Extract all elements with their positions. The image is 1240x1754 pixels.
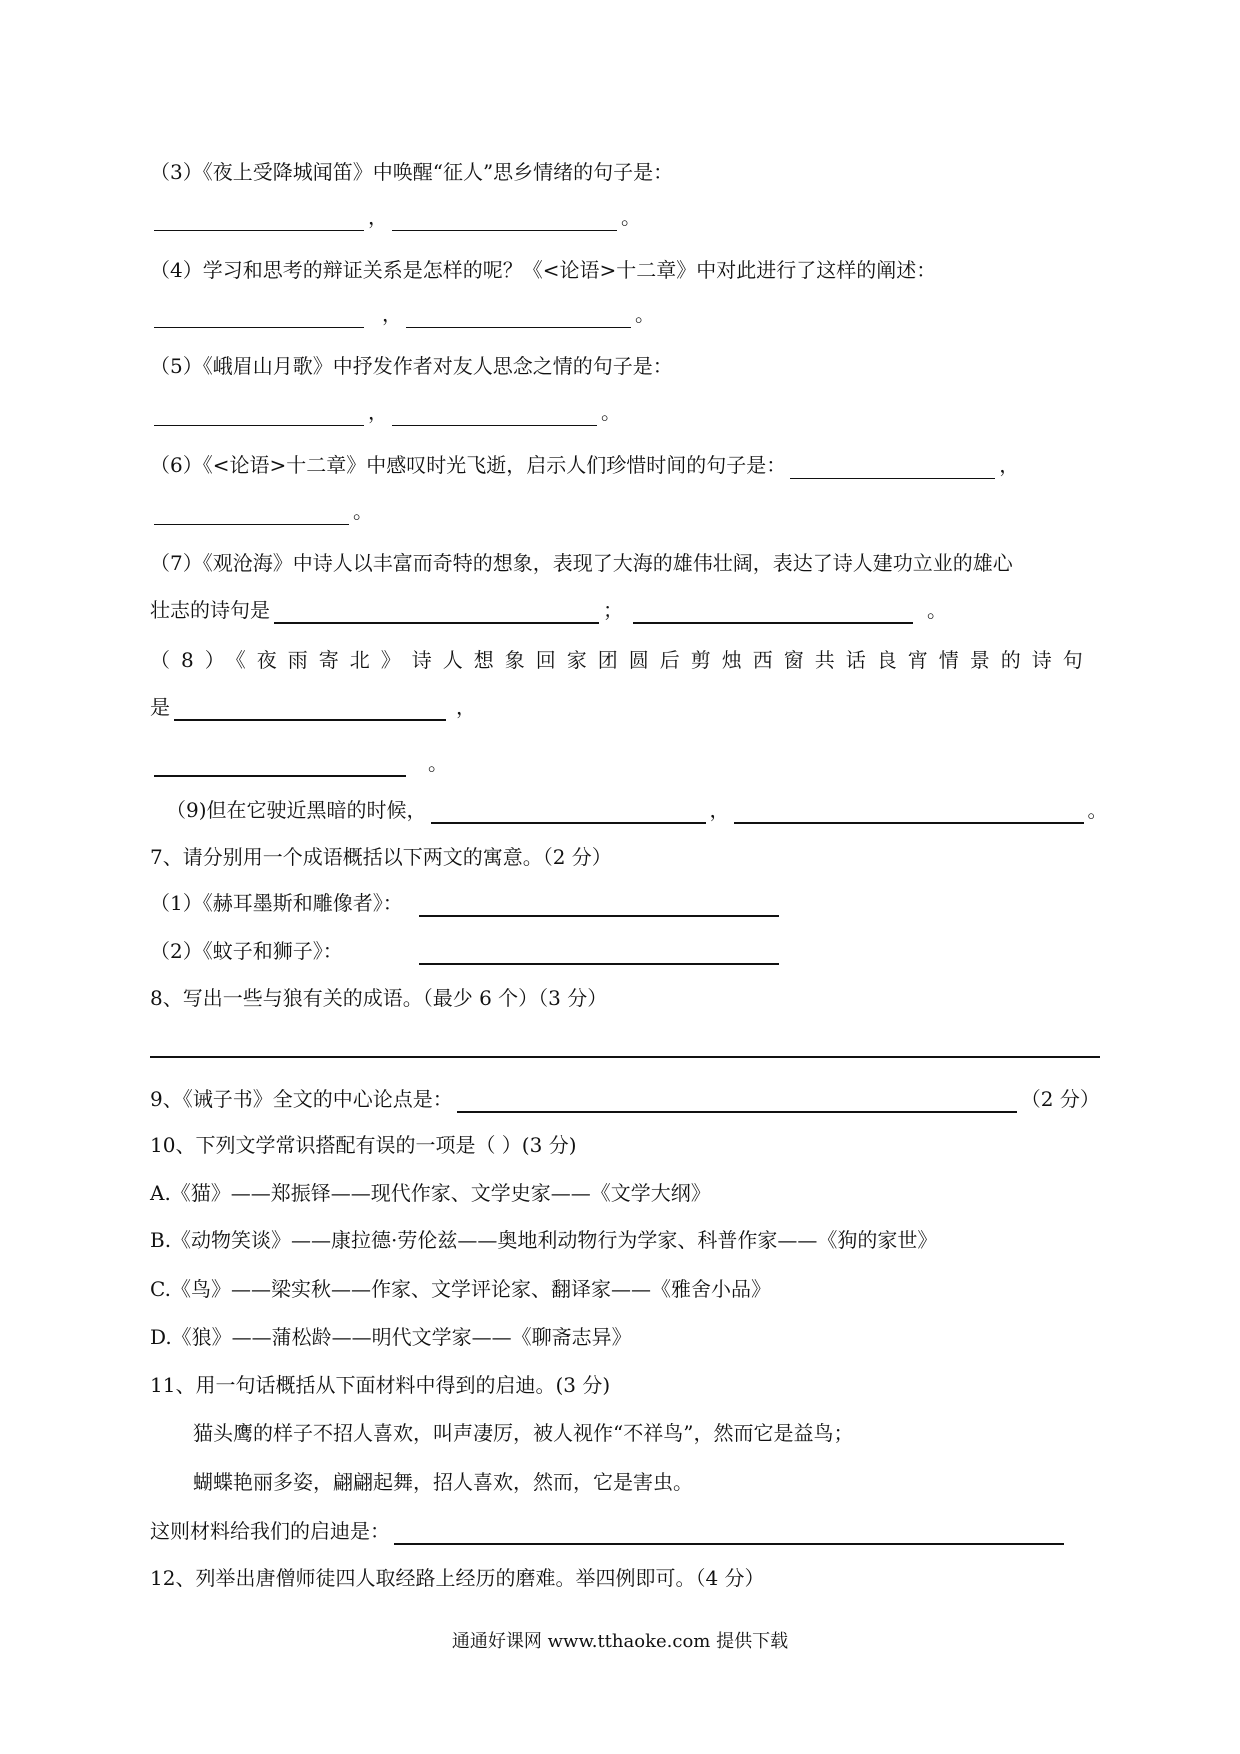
option-b: B.《动物笑谈》——康拉德·劳伦兹——奥地利动物行为学家、科普作家——《狗的家世》 [150,1228,938,1252]
question-10: 10、下列文学常识搭配有误的一项是（ ）(3 分) [150,1133,577,1157]
answer-line-5: ， 。 [150,398,621,426]
answer-line-6: 。 [150,497,373,525]
question-7-sub1: （1）《赫耳墨斯和雕像者》： [150,889,783,917]
blank[interactable] [394,1521,1064,1545]
question-11: 11、用一句话概括从下面材料中得到的启迪。(3 分) [150,1373,611,1397]
material-paragraph-1: 猫头鹰的样子不招人喜欢，叫声凄厉，被人视作“不祥鸟”，然而它是益鸟； [193,1421,854,1445]
question-6: （6）《<论语>十二章》中感叹时光飞逝，启示人们珍惜时间的句子是： ， [150,453,1020,477]
question-11-answer: 这则材料给我们的启迪是： [150,1517,1068,1545]
question-5: （5）《峨眉山月歌》中抒发作者对友人思念之情的句子是： [150,354,673,378]
blank[interactable] [150,1034,1100,1058]
blank[interactable] [154,502,349,525]
option-a: A.《猫》——郑振铎——现代作家、文学史家——《文学大纲》 [150,1181,711,1205]
question-4: （4）学习和思考的辩证关系是怎样的呢？《<论语>十二章》中对此进行了这样的阐述： [150,258,937,282]
blank[interactable] [392,208,617,231]
answer-line-8b: 。 [150,749,448,777]
blank[interactable] [274,600,599,624]
answer-line-8a: 是 ， [150,695,476,719]
option-d: D.《狼》——蒲松龄——明代文学家——《聊斋志异》 [150,1325,632,1349]
blank[interactable] [154,403,364,426]
answer-line-7: 壮志的诗句是 ； 。 [150,598,947,622]
blank[interactable] [734,800,1084,824]
question-9-thesis: 9、《诫子书》全文的中心论点是： （2 分） [150,1087,1100,1111]
blank[interactable] [174,697,446,721]
blank[interactable] [406,305,631,328]
question-8-wolf: 8、写出一些与狼有关的成语。（最少 6 个）（3 分） [150,986,608,1010]
question-9: （9)但在它驶近黑暗的时候， ， 。 [166,798,1108,822]
material-paragraph-2: 蝴蝶艳丽多姿，翩翩起舞，招人喜欢，然而，它是害虫。 [193,1470,693,1494]
question-7: （7）《观沧海》中诗人以丰富而奇特的想象，表现了大海的雄伟壮阔，表达了诗人建功立业的雄心 [150,551,1013,575]
blank[interactable] [457,1089,1017,1113]
question-8: （8）《夜雨寄北》诗人想象回家团圆后剪烛西窗共话良宵情景的诗句 [150,648,1094,672]
page-footer: 通通好课网 www.tthaoke.com 提供下载 [451,1631,789,1652]
answer-line-3: ， 。 [150,203,641,231]
blank[interactable] [154,753,406,777]
question-12: 12、列举出唐僧师徒四人取经路上经历的磨难。举四例即可。（4 分） [150,1566,765,1590]
blank[interactable] [431,800,706,824]
question-3: （3）《夜上受降城闻笛》中唤醒“征人”思乡情绪的句子是： [150,160,674,184]
blank[interactable] [419,893,779,917]
question-7-idiom: 7、请分别用一个成语概括以下两文的寓意。（2 分） [150,845,612,869]
blank[interactable] [790,456,995,479]
question-7-sub2: （2）《蚊子和狮子》： [150,937,783,965]
option-c: C.《鸟》——梁实秋——作家、文学评论家、翻译家——《雅舍小品》 [150,1277,771,1301]
blank[interactable] [633,600,913,624]
blank[interactable] [419,941,779,965]
answer-line-wolf [150,1034,1100,1058]
blank[interactable] [392,403,597,426]
blank[interactable] [154,208,364,231]
blank[interactable] [154,305,364,328]
answer-line-4: ， 。 [150,300,655,328]
